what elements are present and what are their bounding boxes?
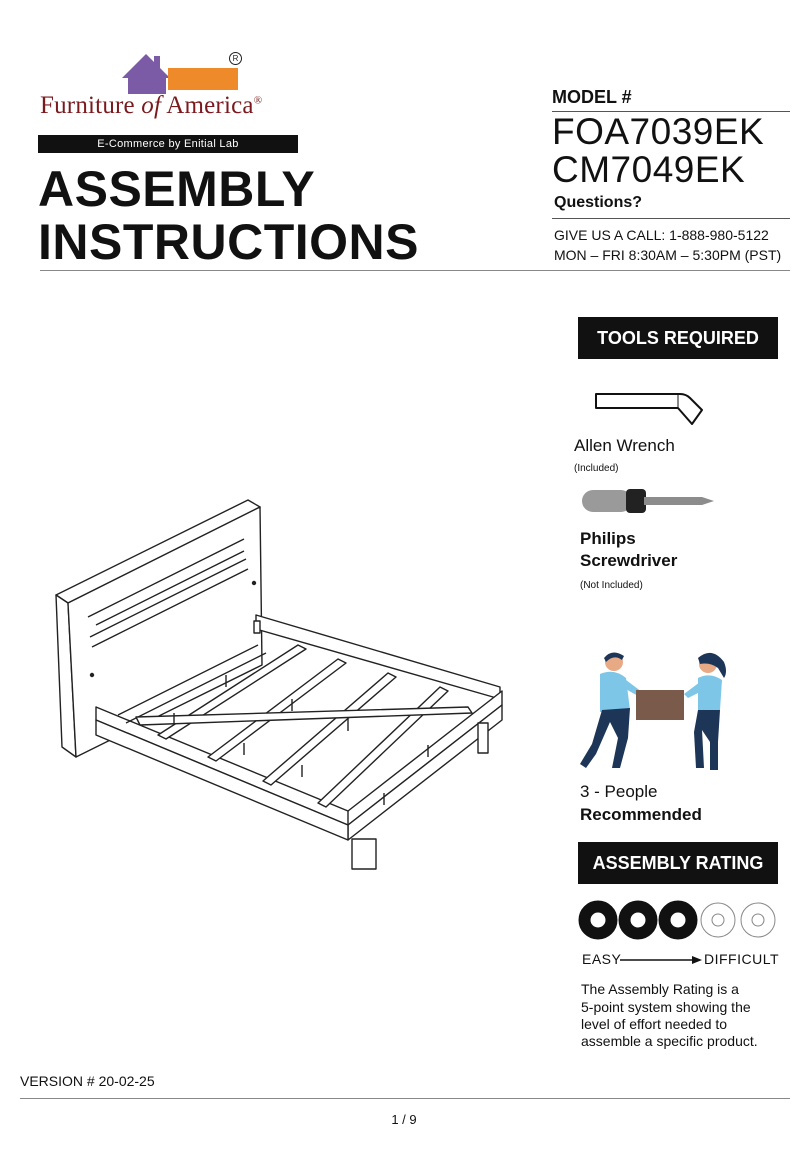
- brand-name: Furniture of America®: [40, 92, 263, 119]
- assembly-rating-heading: ASSEMBLY RATING: [578, 842, 778, 884]
- allen-wrench-icon: [594, 390, 706, 426]
- footer-divider: [20, 1098, 790, 1099]
- rating-description-line-4: assemble a specific product.: [581, 1033, 758, 1049]
- rating-dot-center: [752, 914, 764, 926]
- allen-wrench-label: Allen Wrench: [574, 436, 675, 455]
- rating-description-line-2: 5-point system showing the: [581, 999, 751, 1015]
- easy-to-difficult-arrow-icon: [620, 954, 702, 966]
- brand-tagline: E-Commerce by Enitial Lab: [38, 135, 298, 153]
- screwdriver-label-line-2: Screwdriver: [580, 551, 678, 570]
- tools-required-heading: TOOLS REQUIRED: [578, 317, 778, 359]
- screwdriver-label-line-1: Philips: [580, 529, 636, 548]
- model-number-2: CM7049EK: [552, 149, 746, 190]
- rating-description-line-3: level of effort needed to: [581, 1016, 728, 1032]
- easy-label: EASY: [582, 951, 622, 967]
- model-number-1: FOA7039EK: [552, 111, 765, 152]
- hours-line: MON – FRI 8:30AM – 5:30PM (PST): [554, 247, 782, 263]
- page-title-line-2: INSTRUCTIONS: [38, 214, 419, 270]
- people-recommended: Recommended: [580, 805, 702, 824]
- brand-logo-house-icon: [118, 48, 248, 94]
- people-count: 3 - People: [580, 782, 658, 801]
- rating-dot-center: [631, 913, 645, 927]
- rating-dots: [578, 898, 778, 942]
- phone-line: GIVE US A CALL: 1-888-980-5122: [554, 227, 769, 243]
- registered-mark: R: [229, 52, 242, 65]
- screwdriver-note: (Not Included): [580, 580, 643, 591]
- allen-wrench-note: (Included): [574, 463, 619, 474]
- questions-label: Questions?: [554, 194, 643, 211]
- version-label: VERSION # 20-02-25: [20, 1073, 155, 1089]
- bed-frame-illustration: [48, 495, 508, 875]
- page-title-line-1: ASSEMBLY: [38, 161, 316, 217]
- model-label: MODEL #: [552, 87, 632, 107]
- rating-dot-center: [712, 914, 724, 926]
- two-people-carrying-box-icon: [578, 650, 750, 775]
- page-number: 1 / 9: [391, 1112, 417, 1127]
- rating-dot-center: [591, 913, 605, 927]
- questions-divider: [552, 218, 790, 219]
- rating-description-line-1: The Assembly Rating is a: [581, 981, 739, 997]
- difficult-label: DIFFICULT: [704, 951, 780, 967]
- rating-dot-center: [671, 913, 685, 927]
- header-divider: [40, 270, 790, 271]
- phillips-screwdriver-icon: [580, 486, 715, 516]
